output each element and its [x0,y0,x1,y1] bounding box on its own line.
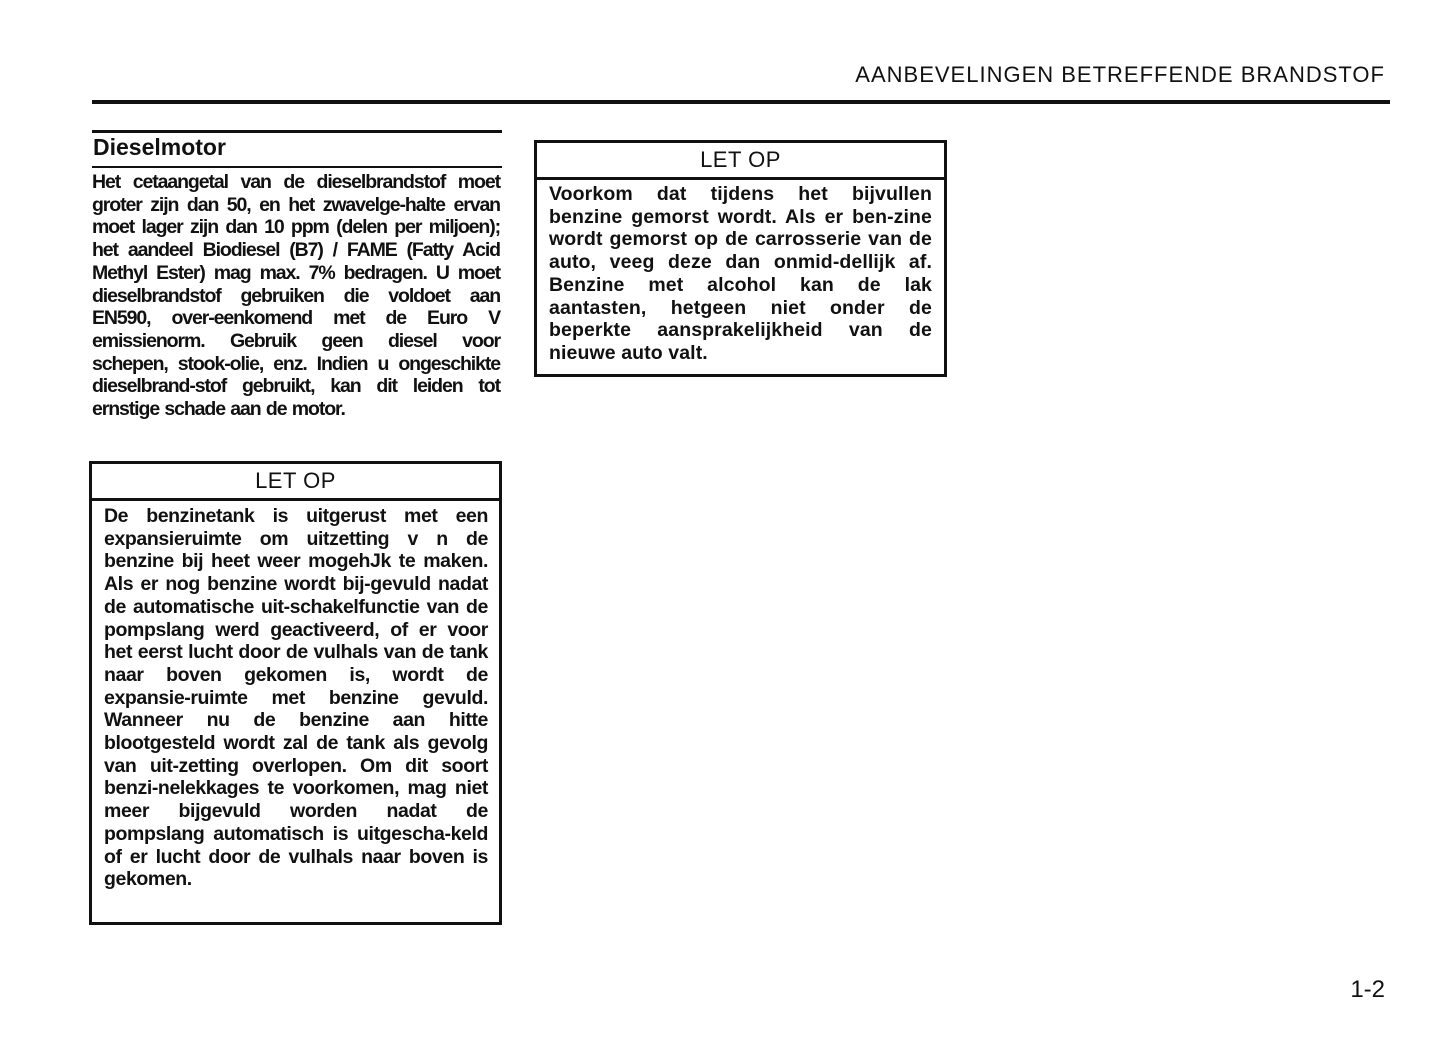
header-divider [92,100,1390,104]
page-number: 1-2 [1350,976,1385,1003]
page-header-title: AANBEVELINGEN BETREFFENDE BRANDSTOF [855,62,1385,87]
caution-box-fuel-tank [89,461,502,925]
section-body-text: Het cetaangetal van de dieselbrandstof moet groter zijn dan 50, en het zwavelge-halte ervan moet lager zijn dan 10 ppm (delen per miljoen); het aandeel Biodiesel (B7) / FAME (Fatty Acid Methyl Ester) mag max. 7% bedragen. U moet dieselbrandstof gebruiken die voldoet aan EN590, over-eenkomend met de Euro V emissienorm. Gebruik geen diesel voor schepen, stook-olie, enz. Indien u ongeschikte dieselbrand-stof gebruikt, kan dit leiden tot ernstige schade aan de motor. [92,171,500,421]
caution-box-title: LET OP [537,143,944,180]
caution-box-title: LET OP [92,464,499,501]
caution-box-body: De benzinetank is uitgerust met een expansieruimte om uitzetting v n de benzine bij heet weer mogehJk te maken. Als er nog benzine wordt bij-gevuld nadat de automatische uit-schakelfunctie van de pompslang werd geactiveerd, of er voor het eerst lucht door de vulhals van de tank naar boven gekomen is, wordt de expansie-ruimte met benzine gevuld. Wanneer nu de benzine aan hitte blootgesteld wordt zal de tank als gevolg van uit-zetting overlopen. Om dit soort benzi-nelekkages te voorkomen, mag niet meer bijgevuld worden nadat de pompslang automatisch is uitgescha-keld of er lucht door de vulhals naar boven is gekomen. [104,505,488,891]
section-top-divider [92,130,502,133]
caution-box-body: Voorkom dat tijdens het bijvullen benzine gemorst wordt. Als er ben-zine wordt gemorst op de carrosserie van de auto, veeg deze dan onmid-dellijk af. Benzine met alcohol kan de lak aantasten, hetgeen niet onder de beperkte aansprakelijkheid van de nieuwe auto valt. [549,183,932,364]
caution-box-spill [534,140,947,377]
section-title: Dieselmotor [93,134,226,160]
section-bottom-divider [92,166,502,168]
